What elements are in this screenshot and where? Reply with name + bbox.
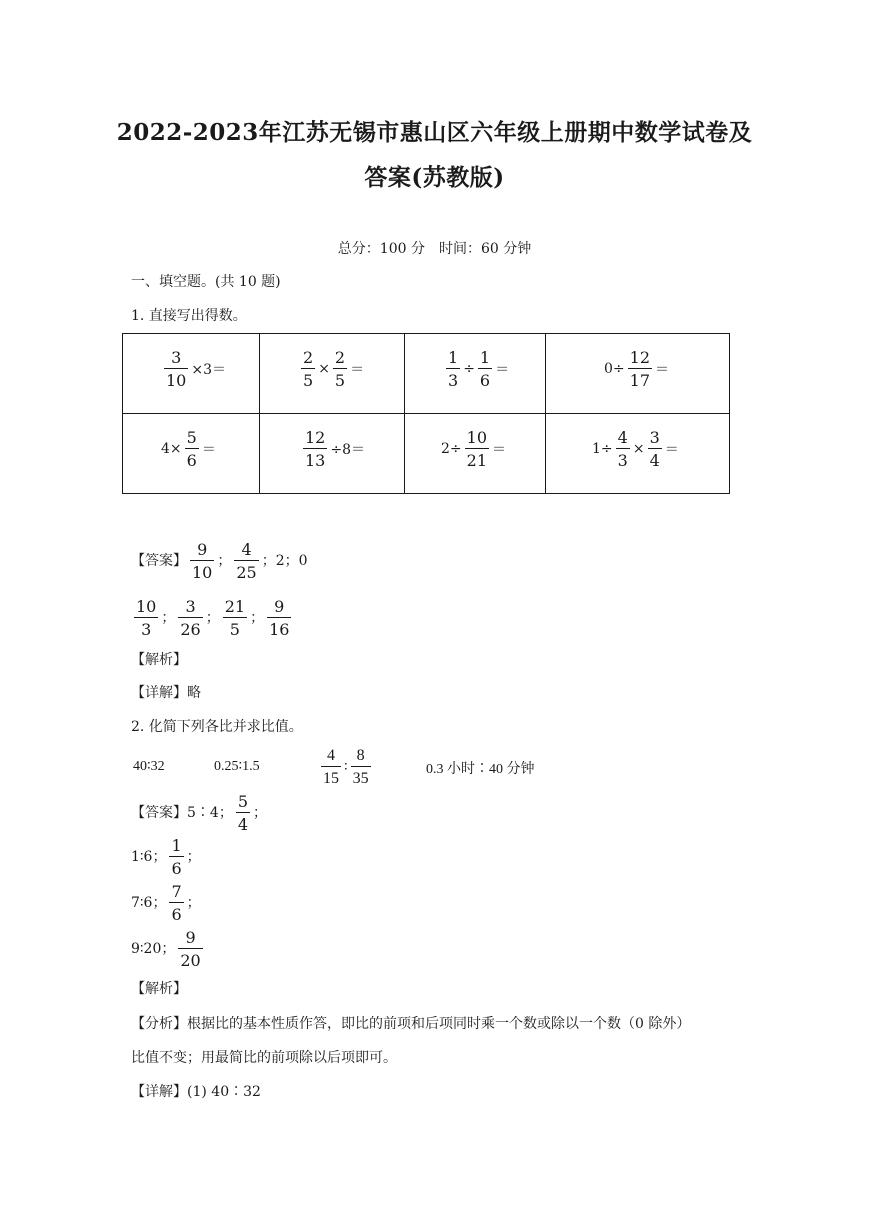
fraction-bar — [178, 948, 202, 949]
question-2-answer-line — [131, 928, 206, 970]
expression-text: ＝ — [495, 362, 510, 378]
fraction-bar — [185, 448, 199, 449]
fraction — [333, 348, 347, 390]
question-1-prompt: 1. 直接写出得数。 — [131, 308, 247, 324]
fraction-bar — [169, 902, 183, 903]
fraction-numerator: 9 — [274, 597, 285, 616]
fraction-denominator: 10 — [192, 563, 213, 582]
fraction-bar — [478, 368, 492, 369]
fraction-denominator: 16 — [269, 620, 290, 639]
fraction-bar — [190, 560, 214, 561]
calc-cell — [161, 348, 226, 390]
expression-text: 0.3 小时∶40 分钟 — [426, 762, 535, 777]
fraction-bar — [321, 766, 341, 767]
fraction — [478, 348, 492, 390]
expression-text: ；2；0 — [261, 553, 308, 569]
fraction-bar — [333, 368, 347, 369]
fraction-numerator: 3 — [185, 597, 196, 616]
fraction — [321, 746, 341, 788]
expression-text: 1÷ — [592, 441, 613, 457]
fraction-denominator: 4 — [649, 451, 660, 470]
fraction — [190, 540, 214, 582]
expression-text: 1∶6； — [131, 849, 167, 865]
answer-label: 【答案】 — [131, 553, 187, 569]
fraction — [178, 928, 202, 970]
calc-cell — [592, 428, 679, 470]
fraction-numerator: 4 — [327, 747, 335, 764]
calc-cell — [604, 348, 669, 390]
fraction-bar — [267, 617, 291, 618]
fraction — [301, 348, 315, 390]
ratio-item — [133, 758, 165, 775]
fraction-bar — [169, 856, 183, 857]
fraction-denominator: 21 — [466, 451, 487, 470]
question-1-answer-line-2 — [131, 597, 294, 639]
fraction-bar — [446, 368, 460, 369]
fraction-denominator: 6 — [186, 451, 197, 470]
expression-text: ÷ — [463, 361, 475, 377]
fraction-denominator: 25 — [236, 563, 257, 582]
fraction-numerator: 1 — [448, 348, 459, 367]
fraction-numerator: 7 — [171, 882, 182, 901]
fraction-bar — [616, 448, 630, 449]
fraction-bar — [134, 617, 158, 618]
document-title-line-1: 2022-2023年江苏无锡市惠山区六年级上册期中数学试卷及 — [116, 119, 753, 146]
fraction-numerator: 4 — [241, 540, 252, 559]
question-2-answer-line — [131, 882, 201, 924]
fraction-bar — [164, 368, 188, 369]
expression-text: ； — [205, 610, 220, 626]
fraction — [351, 746, 371, 788]
fraction — [236, 792, 250, 834]
fraction — [267, 597, 291, 639]
question-2-answer-line — [131, 792, 267, 834]
fraction-numerator: 21 — [224, 597, 246, 616]
fraction — [234, 540, 258, 582]
fraction-numerator: 2 — [334, 348, 346, 367]
expression-text: ； — [161, 610, 176, 626]
expression-text: ＝ — [492, 442, 506, 458]
expression-text: ＝ — [664, 442, 679, 458]
expression-text: ； — [253, 805, 268, 821]
calc-cell — [441, 428, 506, 470]
expression-text: 40∶32 — [133, 759, 165, 774]
fraction-denominator: 6 — [171, 905, 182, 924]
fraction-bar — [223, 617, 247, 618]
calculation-table — [122, 333, 730, 494]
fraction-numerator: 2 — [303, 348, 314, 367]
expression-text: ＝ — [201, 442, 216, 458]
expression-text: ； — [217, 553, 232, 569]
fraction-bar — [303, 448, 327, 449]
fraction-denominator: 35 — [352, 770, 369, 787]
expression-text: 0.25∶1.5 — [214, 759, 260, 774]
fraction-denominator: 3 — [448, 371, 459, 390]
expression-text: ； — [250, 610, 265, 626]
fraction-numerator: 5 — [186, 428, 197, 447]
fraction-denominator: 6 — [171, 859, 182, 878]
ratio-item — [318, 746, 374, 788]
fraction-numerator: 9 — [185, 928, 196, 947]
ratio-item — [426, 758, 535, 778]
fraction-bar — [465, 448, 489, 449]
fraction-denominator: 17 — [629, 371, 650, 390]
question-2-detail: 【详解】(1) 40∶32 — [131, 1084, 261, 1100]
expression-text: ÷8＝ — [330, 442, 365, 458]
fraction-denominator: 6 — [479, 371, 491, 390]
question-2-answer-line — [131, 836, 201, 878]
fraction-numerator: 3 — [171, 348, 182, 367]
question-2-analysis: 【解析】 — [131, 981, 187, 997]
calc-cell — [298, 348, 364, 390]
expression-text: ∶ — [344, 759, 348, 775]
fraction-numerator: 8 — [356, 747, 365, 764]
fraction-bar — [648, 448, 662, 449]
fraction-bar — [628, 368, 652, 369]
fraction — [628, 348, 652, 390]
fraction-denominator: 5 — [334, 371, 346, 390]
expression-text: ＝ — [655, 362, 669, 378]
fraction-numerator: 12 — [629, 348, 650, 367]
fraction-denominator: 4 — [237, 815, 249, 834]
expression-text: 9∶20； — [131, 941, 176, 957]
fraction-denominator: 20 — [180, 951, 201, 970]
fraction-bar — [236, 812, 250, 813]
expression-text: 0÷ — [604, 361, 625, 377]
question-2-prompt: 2. 化简下列各比并求比值。 — [131, 719, 303, 735]
fraction — [169, 836, 183, 878]
expression-text: ×3＝ — [191, 362, 226, 378]
fraction — [185, 428, 199, 470]
document-title-line-2: 答案(苏教版) — [364, 164, 505, 191]
fraction-numerator: 10 — [136, 597, 157, 616]
fraction — [134, 597, 158, 639]
fraction-denominator: 13 — [305, 451, 326, 470]
fraction-bar — [178, 617, 202, 618]
fraction-numerator: 1 — [479, 348, 491, 367]
expression-text: × — [318, 361, 330, 377]
expression-text: ＝ — [350, 362, 365, 378]
fraction — [648, 428, 662, 470]
question-2-fenxi-line-1: 【分析】根据比的基本性质作答，即比的前项和后项同时乘一个数或除以一个数（0 除外） — [131, 1016, 691, 1032]
fraction — [164, 348, 188, 390]
expression-text: ； — [186, 849, 201, 865]
calc-cell — [443, 348, 509, 390]
fraction — [223, 597, 247, 639]
fraction — [446, 348, 460, 390]
fraction — [616, 428, 630, 470]
fraction-bar — [301, 368, 315, 369]
fraction-denominator: 5 — [303, 371, 314, 390]
expression-text: 4× — [161, 441, 182, 457]
expression-text: 2÷ — [441, 441, 462, 457]
expression-text: 7∶6； — [131, 895, 167, 911]
fraction-denominator: 15 — [323, 770, 339, 787]
fraction-denominator: 3 — [617, 451, 628, 470]
expression-text: 【答案】5∶4； — [131, 805, 233, 821]
question-1-detail: 【详解】略 — [131, 685, 201, 701]
fraction-bar — [234, 560, 258, 561]
fraction-numerator: 12 — [305, 428, 326, 447]
fraction-numerator: 1 — [171, 836, 182, 855]
fraction — [169, 882, 183, 924]
section-heading-fill-blank: 一、填空题。(共 10 题) — [131, 274, 281, 290]
fraction-numerator: 5 — [237, 792, 249, 811]
question-1-answer-line-1 — [131, 540, 308, 582]
fraction-denominator: 26 — [180, 620, 201, 639]
fraction-numerator: 3 — [649, 428, 660, 447]
fraction — [303, 428, 327, 470]
calc-cell — [300, 428, 365, 470]
fraction-denominator: 3 — [141, 620, 152, 639]
fraction — [465, 428, 489, 470]
ratio-item — [214, 758, 260, 775]
question-1-analysis: 【解析】 — [131, 652, 187, 668]
calc-cell — [161, 428, 216, 470]
fraction-denominator: 5 — [229, 620, 240, 639]
fraction-numerator: 9 — [197, 540, 208, 559]
fraction-bar — [351, 766, 371, 767]
expression-text: × — [632, 441, 645, 457]
exam-meta: 总分：100 分 时间：60 分钟 — [337, 241, 532, 257]
question-2-fenxi-line-2: 比值不变；用最简比的前项除以后项即可。 — [131, 1050, 397, 1066]
answer-values — [187, 540, 308, 582]
fraction-denominator: 10 — [166, 371, 187, 390]
fraction-numerator: 4 — [617, 428, 628, 447]
expression-text: ； — [186, 895, 201, 911]
fraction — [178, 597, 202, 639]
fraction-numerator: 10 — [466, 428, 487, 447]
